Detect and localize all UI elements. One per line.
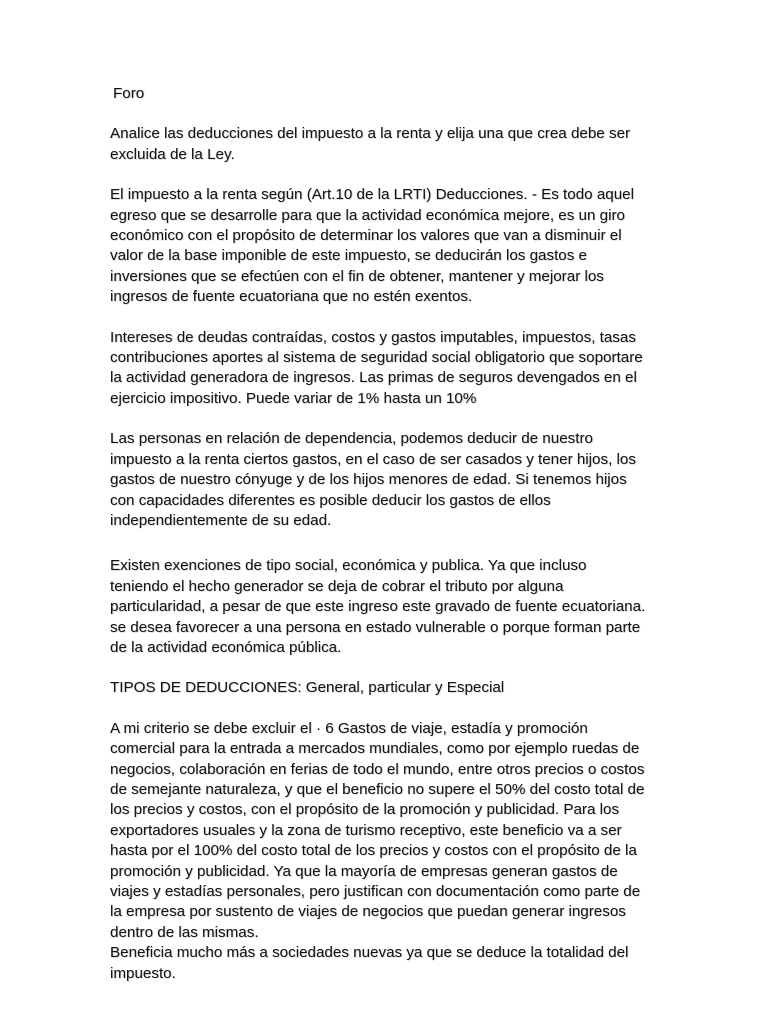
- paragraph-conclusion: Beneficia mucho más a sociedades nuevas ya que se deduce la totalidad del impuesto.: [110, 944, 629, 982]
- document-title: Foro: [113, 85, 145, 102]
- paragraph-criterion: A mi criterio se debe excluir el · 6 Gastos de viaje, estadía y promoción comercial para la entrada a mercados mundiales, como por ejemplo ruedas de negocios, colaboración en ferias de todo el mundo, entre otros precios o costos de semejante naturaleza, y que el beneficio no supere el 50% del costo total de los precios y costos, con el propósito de la promoción y publicidad. Para los exportadores usuales y la zona de turismo receptivo, este beneficio va a ser hasta por el 100% del costo total de los precios y costos con el propósito de la promoción y publicidad. Ya que la mayoría de empresas generan gastos de viajes y estadías personales, pero justifican con documentación como parte de la empresa por sustento de viajes de negocios que puedan generar ingresos dentro de las mismas.: [110, 719, 645, 941]
- paragraph-dependents: Las personas en relación de dependencia, podemos deducir de nuestro impuesto a la renta ciertos gastos, en el caso de ser casados y tener hijos, los gastos de nuestro cónyuge y de los hijos menores de edad. Si tenemos hijos con capacidades diferentes es posible deducir los gastos de ellos independientemente de su edad.: [110, 430, 636, 529]
- paragraph-prompt: Analice las deducciones del impuesto a la renta y elija una que crea debe ser excluida de la Ley.: [110, 125, 631, 163]
- document-page: [110, 84, 660, 984]
- paragraph-interests: Intereses de deudas contraídas, costos y gastos imputables, impuestos, tasas contribuciones aportes al sistema de seguridad social obligatorio que soportare la actividad generadora de ingresos. Las primas de seguros devengados en el ejercicio impositivo. Puede variar de 1% hasta un 10%: [110, 328, 643, 407]
- paragraph-types-heading: TIPOS DE DEDUCCIONES: General, particular y Especial: [110, 679, 505, 697]
- paragraph-exemptions: Existen exenciones de tipo social, económica y publica. Ya que incluso teniendo el hecho generador se deja de cobrar el tributo por alguna particularidad, a pesar de que este ingreso este gravado de fuente ecuatoriana. se desea favorecer a una persona en estado vulnerable o porque forman parte de la actividad económica pública.: [110, 557, 646, 656]
- paragraph-definition: El impuesto a la renta según (Art.10 de la LRTI) Deducciones. - Es todo aquel egreso que se desarrolle para que la actividad económica mejore, es un giro económico con el propósito de determinar los valores que van a disminuir el valor de la base imponible de este impuesto, se deducirán los gastos e inversiones que se efectúen con el fin de obtener, mantener y mejorar los ingresos de fuente ecuatoriana que no estén exentos.: [110, 186, 634, 306]
